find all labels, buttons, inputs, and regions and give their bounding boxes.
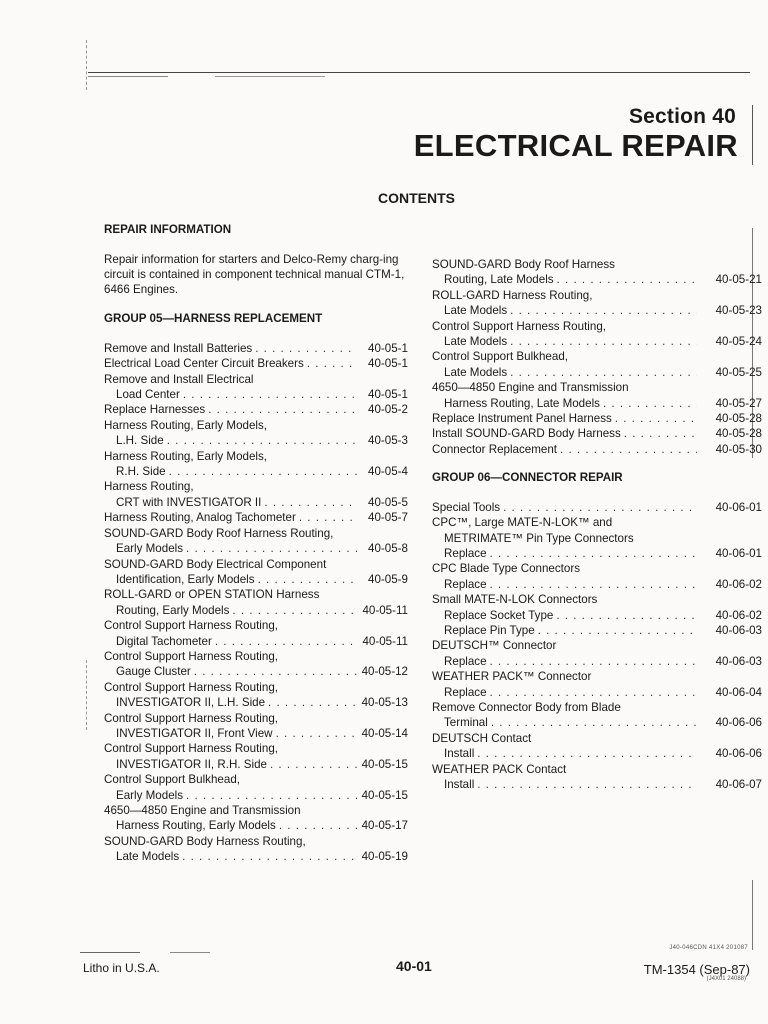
contents-right-column (432, 257, 762, 792)
toc-entry-line (432, 638, 762, 653)
toc-entry-line (432, 257, 762, 272)
toc-entry-line (432, 669, 762, 684)
toc-entry-title: Install (444, 778, 475, 791)
toc-entry (432, 319, 762, 350)
dot-leader (477, 746, 697, 761)
dot-leader (183, 387, 357, 402)
group-06-list (432, 500, 762, 793)
toc-entry-line-with-page (104, 356, 408, 371)
toc-entry-line-with-page (104, 603, 408, 618)
toc-entry (104, 772, 408, 803)
toc-entry-line-with-page (104, 664, 408, 679)
toc-entry-line (104, 418, 408, 433)
toc-entry (104, 803, 408, 834)
toc-page-number: 40-05-1 (368, 341, 408, 355)
toc-entry-title: SOUND-GARD Body Roof Harness (432, 258, 615, 271)
toc-entry (104, 557, 408, 588)
group-05-continued-list (432, 257, 762, 457)
toc-entry-title: INVESTIGATOR II, Front View (116, 726, 273, 740)
toc-page-number: 40-05-4 (368, 465, 408, 479)
toc-entry-line-with-page (104, 402, 408, 417)
toc-entry-line-with-page (432, 303, 762, 318)
top-rule-short-2 (215, 76, 325, 77)
footer-rule-left-2 (170, 952, 210, 953)
toc-page-number: 40-05-28 (715, 412, 762, 426)
toc-entry (432, 700, 762, 731)
toc-entry-title: Routing, Early Models (116, 603, 230, 617)
toc-entry-title: Routing, Late Models (444, 273, 554, 287)
toc-page-number: 40-05-30 (715, 442, 762, 456)
toc-entry-title: Control Support Harness Routing, (104, 711, 278, 725)
footer-manual-id: TM-1354 (Sep-87) (643, 962, 750, 977)
toc-entry-line (432, 380, 762, 395)
group-05-list (104, 341, 408, 865)
toc-page-number: 40-05-12 (361, 665, 408, 679)
toc-entry-title: Gauge Cluster (116, 665, 191, 679)
toc-entry (104, 741, 408, 772)
toc-entry (104, 356, 408, 371)
toc-entry-title: Replace (444, 654, 487, 668)
toc-page-number: 40-06-02 (715, 608, 762, 622)
dot-leader (307, 356, 357, 371)
toc-entry (104, 834, 408, 865)
top-rule (88, 72, 750, 73)
toc-entry-line-with-page (104, 695, 408, 710)
dot-leader (186, 788, 357, 803)
toc-entry-line-with-page (104, 541, 408, 556)
toc-entry-line-with-page (432, 546, 762, 561)
repair-information-note: Repair information for starters and Delco-Remy charg-ing circuit is contained in component technical manual CTM-1, 6466 Engines. (104, 253, 405, 297)
toc-entry-title: Replace (444, 546, 487, 560)
toc-entry (104, 479, 408, 510)
section-title: ELECTRICAL REPAIR (413, 128, 738, 163)
toc-entry (104, 372, 408, 403)
dot-leader (268, 695, 357, 710)
toc-entry-title: Control Support Harness Routing, (104, 742, 278, 756)
toc-page-number: 40-05-15 (361, 757, 408, 771)
toc-entry-title: Late Models (444, 365, 508, 379)
dot-leader (603, 396, 697, 411)
right-margin-line (752, 105, 753, 165)
toc-entry (104, 510, 408, 525)
toc-entry-line (432, 731, 762, 746)
right-margin-line-3 (752, 880, 753, 950)
toc-entry (432, 349, 762, 380)
dot-leader (255, 341, 357, 356)
toc-page-number: 40-05-8 (368, 542, 408, 556)
toc-page-number: 40-05-11 (362, 603, 408, 617)
toc-entry-title: Replace Pin Type (444, 623, 535, 637)
section-label: Section 40 (628, 105, 736, 128)
toc-entry (432, 500, 762, 515)
toc-entry-line (104, 449, 408, 464)
dot-leader (490, 546, 697, 561)
toc-entry-line-with-page (104, 341, 408, 356)
toc-entry-title: WEATHER PACK Contact (432, 762, 567, 776)
toc-page-number: 40-05-24 (715, 335, 762, 349)
toc-page-number: 40-05-3 (368, 434, 408, 448)
dot-leader (194, 664, 357, 679)
group-05-heading: GROUP 05—HARNESS REPLACEMENT (104, 312, 323, 326)
dot-leader (510, 334, 697, 349)
toc-page-number: 40-05-23 (715, 304, 762, 318)
toc-entry-line-with-page (432, 334, 762, 349)
toc-entry-line-with-page (432, 685, 762, 700)
toc-entry-title: Install (444, 747, 475, 761)
toc-entry-line-with-page (432, 654, 762, 669)
dot-leader (538, 623, 697, 638)
dot-leader (491, 715, 697, 730)
toc-page-number: 40-05-7 (368, 511, 408, 525)
toc-entry-line (104, 587, 408, 602)
toc-entry-title: METRIMATE™ Pin Type Connectors (444, 531, 634, 545)
toc-entry-title: Replace Harnesses (104, 403, 206, 417)
toc-page-number: 40-06-01 (715, 546, 762, 560)
toc-entry-title: Small MATE-N-LOK Connectors (432, 593, 598, 607)
toc-entry-title: Replace Instrument Panel Harness (432, 412, 612, 426)
toc-entry-title: WEATHER PACK™ Connector (432, 670, 592, 684)
toc-entry-title: SOUND-GARD Body Electrical Component (104, 557, 327, 571)
toc-entry (104, 418, 408, 449)
left-margin-dash-2 (86, 660, 87, 730)
toc-page-number: 40-06-02 (715, 577, 762, 591)
toc-entry-title: Early Models (116, 542, 184, 556)
toc-entry-title: Harness Routing, Early Models, (104, 418, 268, 432)
toc-entry-title: INVESTIGATOR II, R.H. Side (116, 757, 267, 771)
toc-entry-line (104, 372, 408, 387)
toc-entry-title: Control Support Bulkhead, (432, 350, 568, 364)
toc-entry-line-with-page (432, 500, 762, 515)
toc-entry-title: Harness Routing, Late Models (444, 396, 600, 410)
toc-entry-title: ROLL-GARD or OPEN STATION Harness (104, 588, 320, 602)
toc-entry-title: CRT with INVESTIGATOR II (116, 495, 262, 509)
dot-leader (557, 272, 697, 287)
toc-entry (432, 426, 762, 441)
repair-information-heading: REPAIR INFORMATION (104, 223, 232, 236)
toc-entry-line (104, 711, 408, 726)
toc-entry (432, 762, 762, 793)
dot-leader (615, 411, 697, 426)
toc-page-number: 40-06-06 (715, 716, 762, 730)
toc-entry-line-with-page (104, 757, 408, 772)
toc-entry-line-with-page (104, 464, 408, 479)
dot-leader (477, 777, 697, 792)
toc-entry-line (104, 618, 408, 633)
toc-entry-title: Harness Routing, (104, 480, 194, 494)
toc-page-number: 40-05-28 (715, 427, 762, 441)
toc-entry (104, 711, 408, 742)
toc-page-number: 40-05-17 (361, 819, 408, 833)
toc-entry-line (104, 741, 408, 756)
toc-entry-line-with-page (104, 849, 408, 864)
toc-entry-title: DEUTSCH™ Connector (432, 639, 557, 653)
toc-entry-line (104, 803, 408, 818)
toc-entry-line (432, 515, 762, 530)
toc-entry-line (104, 649, 408, 664)
toc-entry (104, 649, 408, 680)
toc-entry-title: Harness Routing, Early Models (116, 819, 276, 833)
footer-code: J40-046CDN 41X4 201087 (669, 945, 748, 951)
footer-page-number: 40-01 (396, 958, 432, 974)
dot-leader (276, 726, 357, 741)
toc-entry-line (104, 557, 408, 572)
toc-entry-line (432, 349, 762, 364)
toc-page-number: 40-05-19 (361, 850, 408, 864)
toc-entry (432, 380, 762, 411)
toc-entry-title: Remove and Install Electrical (104, 372, 254, 386)
toc-entry-title: Control Support Harness Routing, (104, 619, 278, 633)
toc-page-number: 40-06-03 (715, 623, 762, 637)
toc-page-number: 40-06-03 (715, 654, 762, 668)
toc-entry-title: SOUND-GARD Body Roof Harness Routing, (104, 526, 334, 540)
toc-entry-line-with-page (432, 715, 762, 730)
toc-page-number: 40-05-2 (368, 403, 408, 417)
group-06-heading: GROUP 06—CONNECTOR REPAIR (432, 471, 623, 485)
toc-entry (104, 341, 408, 356)
toc-entry-title: INVESTIGATOR II, L.H. Side (116, 696, 266, 710)
toc-entry-line-with-page (432, 442, 762, 457)
dot-leader (503, 500, 697, 515)
toc-entry-line (432, 561, 762, 576)
toc-entry-title: Terminal (444, 716, 488, 730)
toc-entry-line (104, 680, 408, 695)
toc-entry-line (432, 592, 762, 607)
toc-entry-line-with-page (104, 433, 408, 448)
toc-entry-title: Late Models (116, 850, 180, 864)
toc-entry-title: R.H. Side (116, 465, 166, 479)
toc-entry-title: SOUND-GARD Body Harness Routing, (104, 834, 306, 848)
dot-leader (490, 654, 697, 669)
toc-entry-title: Remove and Install Batteries (104, 341, 253, 355)
toc-entry-line (104, 479, 408, 494)
dot-leader (270, 757, 357, 772)
toc-entry-title: Load Center (116, 388, 180, 402)
toc-entry-title: Special Tools (432, 500, 501, 514)
toc-entry-title: Control Support Harness Routing, (104, 680, 278, 694)
toc-entry-title: Replace (444, 685, 487, 699)
dot-leader (299, 510, 357, 525)
toc-entry-title: Connector Replacement (432, 442, 558, 456)
toc-entry-title: Late Models (444, 304, 508, 318)
toc-page-number: 40-05-25 (715, 365, 762, 379)
footer-code-2: (J4X01 24088) (706, 976, 746, 982)
toc-entry-line-with-page (104, 818, 408, 833)
toc-entry (432, 288, 762, 319)
toc-entry-line-with-page (104, 572, 408, 587)
toc-entry (432, 442, 762, 457)
toc-entry-title: Control Support Bulkhead, (104, 773, 240, 787)
toc-entry-title: Digital Tachometer (116, 634, 212, 648)
toc-entry-line-with-page (432, 411, 762, 426)
toc-entry (432, 638, 762, 669)
toc-entry-line-with-page (104, 387, 408, 402)
toc-page-number: 40-05-9 (368, 572, 408, 586)
toc-page-number: 40-06-06 (715, 747, 762, 761)
toc-entry-line (432, 700, 762, 715)
toc-entry-title: Remove Connector Body from Blade (432, 700, 621, 714)
toc-entry-line (104, 772, 408, 787)
toc-page-number: 40-05-13 (361, 696, 408, 710)
dot-leader (490, 577, 697, 592)
dot-leader (624, 426, 697, 441)
toc-entry-title: Late Models (444, 335, 508, 349)
toc-entry-line (432, 762, 762, 777)
toc-entry-title: Harness Routing, Early Models, (104, 449, 268, 463)
toc-page-number: 40-05-27 (715, 396, 762, 410)
toc-entry (432, 623, 762, 638)
toc-entry-line (104, 526, 408, 541)
toc-entry (432, 515, 762, 561)
toc-entry-line-with-page (432, 623, 762, 638)
footer-litho: Litho in U.S.A. (83, 961, 160, 975)
dot-leader (279, 818, 357, 833)
toc-page-number: 40-06-01 (715, 500, 762, 514)
toc-entry-line-with-page (432, 426, 762, 441)
toc-entry-line-with-page (432, 396, 762, 411)
toc-entry (104, 449, 408, 480)
toc-entry-line-with-page (104, 634, 408, 649)
toc-entry-title: Control Support Harness Routing, (432, 319, 606, 333)
toc-entry-title: Early Models (116, 788, 184, 802)
dot-leader (490, 685, 697, 700)
toc-entry-line-with-page (432, 608, 762, 623)
toc-entry-title: Replace Socket Type (444, 608, 554, 622)
dot-leader (186, 541, 357, 556)
toc-page-number: 40-05-15 (361, 788, 408, 802)
toc-entry-title: L.H. Side (116, 434, 164, 448)
toc-page-number: 40-05-21 (715, 273, 762, 287)
toc-page-number: 40-05-1 (368, 357, 408, 371)
contents-left-column (104, 222, 408, 865)
toc-entry (104, 526, 408, 557)
dot-leader (167, 433, 357, 448)
toc-entry-title: Install SOUND-GARD Body Harness (432, 427, 621, 441)
toc-entry-line-with-page (432, 577, 762, 592)
toc-entry-title: Harness Routing, Analog Tachometer (104, 511, 296, 525)
dot-leader (215, 634, 357, 649)
dot-leader (232, 603, 357, 618)
toc-entry-line-with-page (104, 510, 408, 525)
toc-entry-title: Identification, Early Models (116, 572, 255, 586)
left-margin-dash (86, 40, 87, 90)
toc-page-number: 40-06-04 (715, 685, 762, 699)
toc-page-number: 40-05-1 (368, 388, 408, 402)
dot-leader (264, 495, 357, 510)
contents-heading: CONTENTS (378, 190, 455, 206)
toc-entry-line-with-page (104, 788, 408, 803)
toc-entry-line (432, 531, 762, 546)
dot-leader (208, 402, 357, 417)
toc-page-number: 40-06-07 (715, 778, 762, 791)
toc-entry-line-with-page (432, 777, 762, 792)
toc-entry (432, 669, 762, 700)
toc-entry (432, 561, 762, 592)
toc-entry-title: Electrical Load Center Circuit Breakers (104, 357, 304, 371)
dot-leader (556, 608, 697, 623)
dot-leader (169, 464, 357, 479)
toc-entry-line-with-page (104, 495, 408, 510)
footer-rule-left (80, 952, 140, 953)
toc-entry (104, 680, 408, 711)
toc-entry-title: CPC Blade Type Connectors (432, 562, 581, 576)
toc-entry (432, 592, 762, 623)
toc-entry-line-with-page (104, 726, 408, 741)
toc-entry-line (104, 834, 408, 849)
toc-page-number: 40-05-11 (362, 634, 408, 648)
toc-entry (104, 618, 408, 649)
toc-page-number: 40-05-14 (361, 726, 408, 740)
toc-entry-title: Replace (444, 577, 487, 591)
top-rule-short (88, 76, 168, 77)
toc-entry-line-with-page (432, 746, 762, 761)
toc-entry (432, 411, 762, 426)
toc-entry (432, 257, 762, 288)
dot-leader (510, 303, 697, 318)
toc-entry (432, 731, 762, 762)
toc-entry (104, 402, 408, 417)
toc-entry-title: ROLL-GARD Harness Routing, (432, 288, 593, 302)
toc-page-number: 40-05-5 (368, 495, 408, 509)
toc-entry (104, 587, 408, 618)
dot-leader (510, 365, 697, 380)
toc-entry-title: DEUTSCH Contact (432, 731, 532, 745)
toc-entry-title: CPC™, Large MATE-N-LOK™ and (432, 516, 613, 530)
toc-entry-title: 4650—4850 Engine and Transmission (104, 804, 301, 817)
dot-leader (258, 572, 357, 587)
toc-entry-line-with-page (432, 365, 762, 380)
toc-entry-line (432, 288, 762, 303)
toc-entry-line-with-page (432, 272, 762, 287)
toc-entry-line (432, 319, 762, 334)
dot-leader (182, 849, 357, 864)
dot-leader (560, 442, 697, 457)
toc-entry-title: Control Support Harness Routing, (104, 649, 278, 663)
toc-entry-title: 4650—4850 Engine and Transmission (432, 381, 629, 395)
